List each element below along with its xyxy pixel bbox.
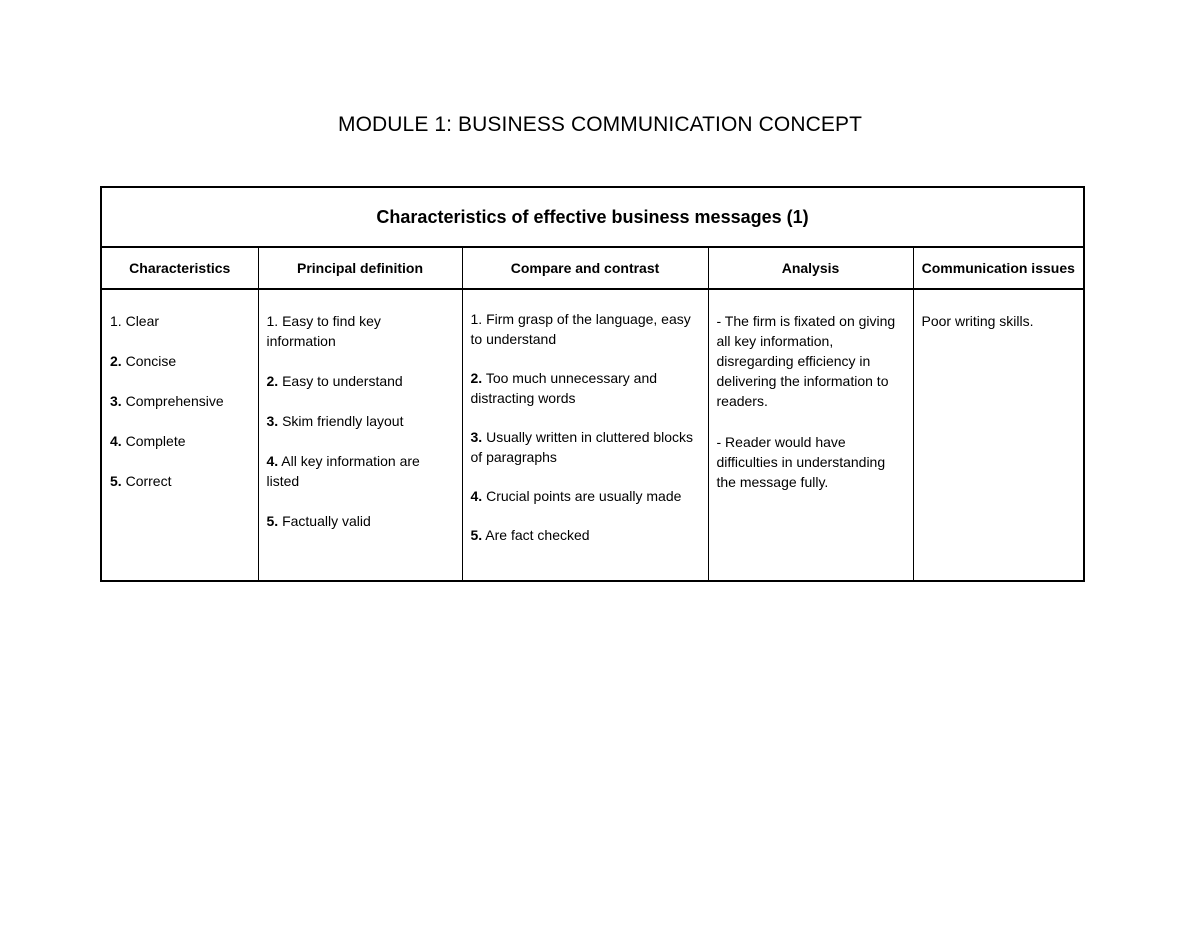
issues-text: Poor writing skills. (921, 313, 1034, 329)
characteristic-item-number: 5. (110, 473, 122, 489)
cell-compare-and-contrast (462, 289, 708, 581)
compare-item (471, 309, 700, 349)
compare-item (471, 525, 700, 545)
characteristic-item (110, 311, 250, 331)
compare-item (471, 486, 700, 506)
definition-item-number: 5. (266, 513, 279, 529)
definition-item (267, 511, 454, 531)
definition-item-number: 2. (266, 373, 279, 389)
definition-item-text: Factually valid (278, 513, 371, 529)
definition-item-text: Easy to find key information (266, 313, 381, 349)
definition-item (267, 371, 454, 391)
definition-item (267, 311, 454, 351)
compare-item (471, 368, 700, 408)
characteristic-item (110, 391, 250, 411)
compare-item-text: Usually written in cluttered blocks of paragraphs (470, 429, 694, 465)
compare-item-number: 4. (470, 488, 483, 504)
compare-item (471, 427, 700, 467)
characteristic-item-text: Complete (121, 433, 186, 449)
definition-item-text: Easy to understand (278, 373, 403, 389)
definitions-list (259, 290, 462, 531)
characteristic-item-text: Clear (121, 313, 160, 329)
table-caption: Characteristics of effective business messages (1) (101, 187, 1084, 247)
header-analysis: Analysis (708, 247, 913, 289)
analysis-point: - The firm is fixated on giving all key information, disregarding efficiency in delivering the information to readers. (716, 313, 896, 409)
characteristic-item (110, 471, 250, 491)
characteristic-item-text: Comprehensive (121, 393, 224, 409)
compare-item-number: 3. (470, 429, 483, 445)
compare-list (463, 290, 708, 545)
characteristic-item-text: Correct (121, 473, 172, 489)
characteristic-item (110, 351, 250, 371)
table-caption-row (101, 187, 1084, 247)
table-row (101, 289, 1084, 581)
definition-item-number: 4. (266, 453, 279, 469)
compare-item-text: Too much unnecessary and distracting words (470, 370, 658, 406)
compare-item-text: Are fact checked (482, 527, 590, 543)
cell-characteristics (101, 289, 258, 581)
characteristics-table (100, 186, 1085, 582)
page-title: MODULE 1: BUSINESS COMMUNICATION CONCEPT (338, 113, 862, 136)
definition-item (267, 451, 454, 491)
header-principal-definition: Principal definition (258, 247, 462, 289)
characteristic-item-number: 2. (110, 353, 122, 369)
compare-item-number: 2. (470, 370, 483, 386)
characteristics-list (102, 290, 258, 491)
compare-item-text: Crucial points are usually made (482, 488, 682, 504)
definition-item-text: All key information are listed (266, 453, 420, 489)
definition-item-number: 3. (266, 413, 279, 429)
characteristic-item-text: Concise (121, 353, 177, 369)
definition-item-text: Skim friendly layout (278, 413, 404, 429)
compare-item-number: 1. (470, 311, 483, 327)
characteristic-item-number: 1. (110, 313, 122, 329)
definition-item-number: 1. (266, 313, 279, 329)
header-compare-and-contrast: Compare and contrast (462, 247, 708, 289)
cell-analysis (708, 289, 913, 581)
table-header-row (101, 247, 1084, 289)
cell-communication-issues (913, 289, 1084, 581)
characteristic-item-number: 3. (110, 393, 122, 409)
header-communication-issues: Communication issues (913, 247, 1084, 289)
definition-item (267, 411, 454, 431)
analysis-point: - Reader would have difficulties in understanding the message fully. (716, 434, 886, 490)
compare-item-text: Firm grasp of the language, easy to understand (470, 311, 691, 347)
analysis-list (709, 290, 913, 492)
characteristic-item-number: 4. (110, 433, 122, 449)
compare-item-number: 5. (470, 527, 483, 543)
characteristic-item (110, 431, 250, 451)
cell-principal-definition (258, 289, 462, 581)
header-characteristics: Characteristics (101, 247, 258, 289)
